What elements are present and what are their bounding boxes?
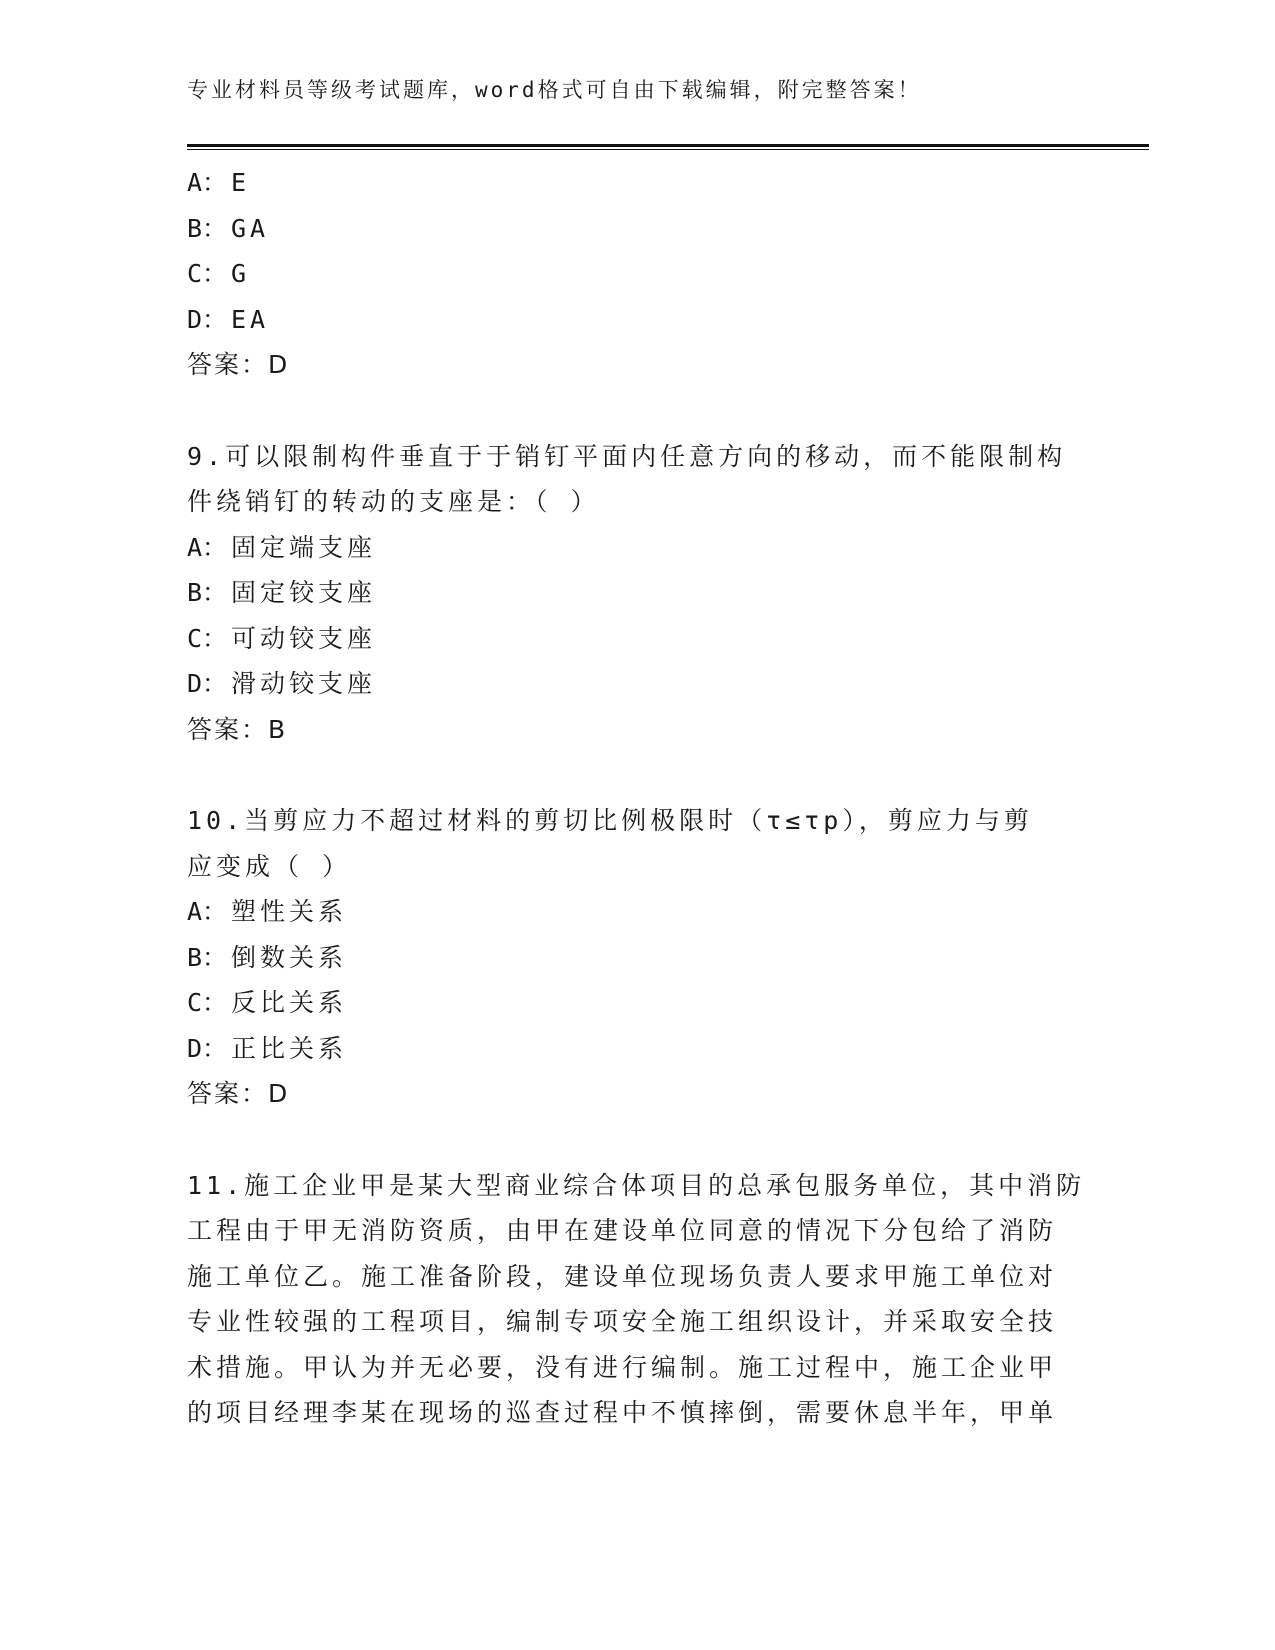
question-text: 10.当剪应力不超过材料的剪切比例极限时（τ≤τp），剪应力与剪 [187,806,1033,835]
question-text: 件绕销钉的转动的支座是：（ ） [187,487,600,516]
question-text: 应变成（ ） [187,851,352,881]
answer: 答案：D [187,1079,290,1108]
option-d: D： 正比关系 [187,1033,348,1063]
previous-question [187,160,1067,388]
option-a: A： 固定端支座 [187,532,377,562]
question-text: 术措施。甲认为并无必要，没有进行编制。施工过程中，施工企业甲 [187,1352,1058,1382]
option-c: C： 反比关系 [187,988,348,1017]
option-b: B： GA [187,213,270,243]
page-header: 专业材料员等级考试题库，word格式可自由下载编辑，附完整答案！ [187,78,922,102]
question-text: 工程由于甲无消防资质，由甲在建设单位同意的情况下分包给了消防 [187,1216,1058,1245]
question-text: 9.可以限制构件垂直于于销钉平面内任意方向的移动，而不能限制构 [187,441,1067,471]
option-c: C： G [187,259,251,288]
option-a: A： 塑性关系 [187,897,348,926]
question-11 [187,1163,1086,1436]
answer: 答案：B [187,714,288,744]
question-text: 的项目经理李某在现场的巡查过程中不慎摔倒，需要休息半年，甲单 [187,1398,1058,1427]
question-text: 专业性较强的工程项目，编制专项安全施工组织设计，并采取安全技 [187,1307,1058,1336]
option-d: D： 滑动铰支座 [187,669,377,698]
option-b: B： 固定铰支座 [187,578,377,607]
answer: 答案：D [187,350,290,379]
option-d: D： EA [187,304,270,334]
option-b: B： 倒数关系 [187,942,348,972]
header-rule-thin [187,149,1149,150]
option-a: A： E [187,168,251,197]
question-9 [187,434,1067,753]
option-c: C： 可动铰支座 [187,623,377,653]
question-content [187,160,1086,1436]
question-10 [187,798,1067,1117]
question-text: 11.施工企业甲是某大型商业综合体项目的总承包服务单位，其中消防 [187,1170,1086,1200]
header-rule [187,144,1149,147]
question-text: 施工单位乙。施工准备阶段，建设单位现场负责人要求甲施工单位对 [187,1261,1058,1291]
